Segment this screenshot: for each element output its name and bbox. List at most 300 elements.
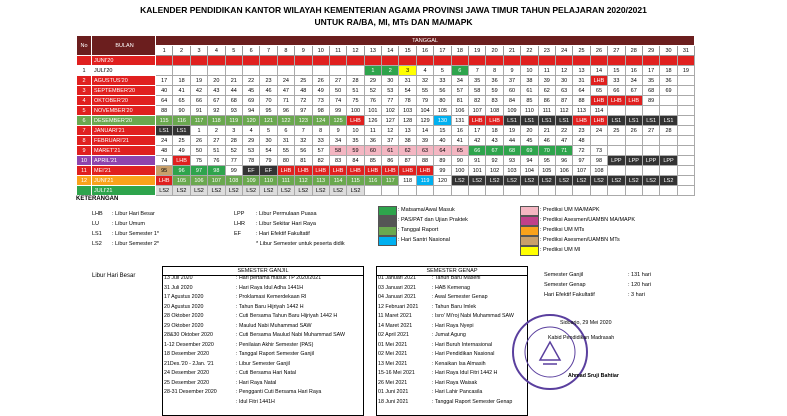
- month-no: 10: [77, 156, 92, 166]
- event-date: 25 Desember 2020: [164, 379, 210, 386]
- day-cell: [486, 56, 503, 66]
- day-cell: 131: [451, 116, 468, 126]
- day-cell: 73: [590, 146, 607, 156]
- day-cell: 38: [399, 136, 416, 146]
- day-cell: 120: [242, 116, 259, 126]
- day-number: 6: [242, 46, 259, 56]
- day-cell: 96: [173, 166, 190, 176]
- day-cell: LS2: [521, 176, 538, 186]
- day-cell: [660, 136, 677, 146]
- sign-role: Kabid Pendidikan Madrasah: [548, 335, 615, 341]
- day-cell: 20: [208, 76, 225, 86]
- day-cell: 130: [434, 116, 451, 126]
- day-cell: LS2: [660, 176, 677, 186]
- day-cell: 34: [625, 76, 642, 86]
- legend-desc: : Hari Efektif Fakultatif: [256, 231, 310, 237]
- day-cell: [503, 186, 520, 196]
- day-cell: [608, 56, 625, 66]
- day-cell: 98: [590, 156, 607, 166]
- day-cell: [660, 56, 677, 66]
- day-cell: 119: [225, 116, 242, 126]
- day-cell: 28: [225, 136, 242, 146]
- day-cell: 95: [538, 156, 555, 166]
- day-cell: 16: [451, 126, 468, 136]
- grid-header-row: [77, 36, 695, 46]
- day-cell: [173, 56, 190, 66]
- day-cell: 94: [242, 106, 259, 116]
- day-cell: 18: [660, 66, 677, 76]
- day-cell: 48: [156, 146, 173, 156]
- legend-swatch: [520, 236, 539, 246]
- month-name: FEBRUARI'21: [92, 136, 156, 146]
- day-cell: LHB: [312, 166, 329, 176]
- day-cell: 76: [208, 156, 225, 166]
- day-cell: 95: [156, 166, 173, 176]
- event-date: 17 Agustus 2020: [164, 294, 204, 300]
- day-cell: 90: [173, 106, 190, 116]
- day-cell: 12: [382, 126, 399, 136]
- semester-genap-head: SEMESTER GENAP: [377, 267, 527, 276]
- day-cell: [590, 56, 607, 66]
- event-desc: : Hari Buruh Internasional: [432, 341, 493, 348]
- day-cell: 51: [208, 146, 225, 156]
- day-cell: 64: [156, 96, 173, 106]
- day-cell: LHB: [625, 96, 642, 106]
- day-cell: [625, 136, 642, 146]
- event-desc: : Isro' Mi'roj Nabi Muhammad SAW: [432, 313, 514, 319]
- month-no: 6: [77, 116, 92, 126]
- day-cell: 31: [573, 76, 590, 86]
- day-cell: [503, 56, 520, 66]
- day-cell: [677, 106, 694, 116]
- day-number: 5: [225, 46, 242, 56]
- day-cell: LHB: [329, 166, 346, 176]
- month-no: 5: [77, 106, 92, 116]
- day-cell: LHB: [156, 176, 173, 186]
- day-cell: LS2: [590, 176, 607, 186]
- day-number: 22: [521, 46, 538, 56]
- day-cell: [382, 56, 399, 66]
- day-cell: 105: [538, 166, 555, 176]
- day-cell: [625, 186, 642, 196]
- month-no: 7: [77, 126, 92, 136]
- day-cell: 15: [608, 66, 625, 76]
- event-desc: : Pengganti Cuti Bersama Hari Raya: [236, 389, 322, 395]
- day-cell: [608, 106, 625, 116]
- day-cell: [660, 186, 677, 196]
- day-cell: [677, 146, 694, 156]
- day-cell: 18: [173, 76, 190, 86]
- day-cell: 4: [416, 66, 433, 76]
- day-cell: 7: [469, 66, 486, 76]
- day-cell: 68: [642, 86, 659, 96]
- day-cell: 115: [347, 176, 364, 186]
- day-cell: 30: [260, 136, 277, 146]
- day-cell: [642, 166, 659, 176]
- page-title: KALENDER PENDIDIKAN KANTOR WILAYAH KEMENTERIAN AGAMA PROVINSI JAWA TIMUR TAHUN PELAJARAN 2020/2021: [140, 5, 647, 15]
- day-cell: 101: [469, 166, 486, 176]
- stat-label: Semester Genap: [544, 282, 586, 288]
- day-cell: 38: [521, 76, 538, 86]
- legend-swatch-label: : Matsama/Awal Masuk: [398, 207, 455, 213]
- legend-swatch: [520, 216, 539, 226]
- day-cell: 5: [260, 126, 277, 136]
- event-date: 20 Agustus 2020: [164, 303, 204, 310]
- day-number: 4: [208, 46, 225, 56]
- day-cell: 122: [277, 116, 294, 126]
- day-cell: 55: [277, 146, 294, 156]
- day-cell: 72: [295, 96, 312, 106]
- day-cell: LS2: [260, 186, 277, 196]
- event-date: 13 Juli 2020: [164, 275, 193, 281]
- day-cell: [329, 56, 346, 66]
- legend-swatch: [378, 216, 397, 226]
- day-cell: 5: [434, 66, 451, 76]
- legend-code: LU: [92, 221, 100, 227]
- day-cell: 25: [608, 126, 625, 136]
- day-cell: 108: [486, 106, 503, 116]
- day-cell: 65: [590, 86, 607, 96]
- day-cell: 18: [486, 126, 503, 136]
- stat-value: : 3 hari: [628, 292, 645, 298]
- day-cell: [677, 86, 694, 96]
- sign-name: Ahmad Sruji Bahtiar: [568, 373, 619, 379]
- month-name: JUNI'21: [92, 176, 156, 186]
- day-cell: 40: [434, 136, 451, 146]
- event-desc: : Tahun Baru Masehi: [432, 275, 481, 281]
- day-number: 27: [608, 46, 625, 56]
- day-cell: 15: [434, 126, 451, 136]
- day-cell: 74: [329, 96, 346, 106]
- day-cell: 24: [590, 126, 607, 136]
- legend-desc: : Libur Sekitar Hari Raya: [256, 221, 316, 227]
- event-desc: : Hari Raya Idul Adha 1441H: [236, 284, 304, 291]
- day-cell: 67: [625, 86, 642, 96]
- day-cell: LS2: [625, 176, 642, 186]
- day-cell: [677, 96, 694, 106]
- day-cell: 25: [173, 136, 190, 146]
- day-cell: [225, 56, 242, 66]
- day-cell: LPP: [625, 156, 642, 166]
- month-row: [77, 156, 695, 166]
- day-cell: [190, 56, 207, 66]
- day-number: 24: [555, 46, 572, 56]
- day-cell: 93: [503, 156, 520, 166]
- day-cell: [242, 56, 259, 66]
- day-cell: [538, 186, 555, 196]
- day-cell: 107: [208, 176, 225, 186]
- day-cell: 77: [225, 156, 242, 166]
- day-cell: 64: [573, 86, 590, 96]
- day-number: 29: [642, 46, 659, 56]
- day-cell: 82: [312, 156, 329, 166]
- day-cell: 62: [538, 86, 555, 96]
- month-row: [77, 106, 695, 116]
- day-cell: 63: [416, 146, 433, 156]
- day-cell: [677, 126, 694, 136]
- event-date: 28-31 Desember 2020: [164, 389, 217, 395]
- day-cell: [312, 56, 329, 66]
- day-cell: 35: [642, 76, 659, 86]
- day-cell: 88: [156, 106, 173, 116]
- day-cell: 11: [538, 66, 555, 76]
- legend-swatch-label: : Prediksi UM MI: [540, 247, 581, 253]
- day-cell: [156, 66, 173, 76]
- event-date: 31 Juli 2020: [164, 284, 193, 291]
- day-cell: 112: [555, 106, 572, 116]
- day-cell: [156, 56, 173, 66]
- day-cell: 14: [416, 126, 433, 136]
- day-cell: 19: [190, 76, 207, 86]
- day-cell: 107: [573, 166, 590, 176]
- day-cell: 10: [521, 66, 538, 76]
- event-date: 1-12 Desember 2020: [164, 341, 214, 348]
- day-cell: [677, 56, 694, 66]
- day-cell: 76: [364, 96, 381, 106]
- day-cell: [642, 146, 659, 156]
- day-cell: [399, 56, 416, 66]
- day-cell: LS2: [469, 176, 486, 186]
- day-cell: LHB: [173, 156, 190, 166]
- day-cell: 36: [486, 76, 503, 86]
- day-cell: [677, 176, 694, 186]
- day-cell: 105: [173, 176, 190, 186]
- day-cell: 51: [347, 86, 364, 96]
- month-name: MARET'21: [92, 146, 156, 156]
- day-cell: 91: [469, 156, 486, 166]
- day-cell: [642, 186, 659, 196]
- legend-swatch-label: : Prediksi Asesmen/UAMBN MA/MAPK: [540, 217, 636, 223]
- day-cell: 3: [225, 126, 242, 136]
- day-cell: 17: [469, 126, 486, 136]
- day-cell: 116: [173, 116, 190, 126]
- day-cell: 43: [208, 86, 225, 96]
- day-cell: [660, 106, 677, 116]
- day-cell: 83: [486, 96, 503, 106]
- day-cell: [625, 166, 642, 176]
- month-no: 3: [77, 86, 92, 96]
- day-cell: 67: [208, 96, 225, 106]
- month-name: JANUARI'21: [92, 126, 156, 136]
- day-cell: 55: [416, 86, 433, 96]
- day-cell: 99: [434, 166, 451, 176]
- day-cell: LS2: [156, 186, 173, 196]
- day-cell: 27: [208, 136, 225, 146]
- day-number: 30: [660, 46, 677, 56]
- day-cell: 54: [260, 146, 277, 156]
- day-cell: 36: [364, 136, 381, 146]
- day-number: 23: [538, 46, 555, 56]
- day-cell: 62: [399, 146, 416, 156]
- day-cell: [190, 66, 207, 76]
- day-cell: 106: [190, 176, 207, 186]
- day-cell: 59: [347, 146, 364, 156]
- day-cell: 41: [451, 136, 468, 146]
- day-cell: 96: [277, 106, 294, 116]
- day-cell: 105: [434, 106, 451, 116]
- day-cell: LS2: [538, 176, 555, 186]
- day-cell: LHB: [347, 166, 364, 176]
- day-cell: 102: [486, 166, 503, 176]
- day-cell: 66: [469, 146, 486, 156]
- month-name: APRIL'21: [92, 156, 156, 166]
- day-cell: LHB: [347, 116, 364, 126]
- day-cell: 46: [260, 86, 277, 96]
- day-cell: 33: [608, 76, 625, 86]
- day-cell: 53: [242, 146, 259, 156]
- day-cell: 80: [434, 96, 451, 106]
- day-cell: 115: [156, 116, 173, 126]
- day-cell: 28: [660, 126, 677, 136]
- month-name: JUNI'20: [92, 56, 156, 66]
- day-cell: 110: [521, 106, 538, 116]
- day-cell: 129: [416, 116, 433, 126]
- day-cell: 88: [416, 156, 433, 166]
- day-cell: [469, 56, 486, 66]
- day-cell: 70: [538, 146, 555, 156]
- day-cell: 107: [469, 106, 486, 116]
- month-name: DESEMBER'20: [92, 116, 156, 126]
- day-cell: LS2: [347, 186, 364, 196]
- day-cell: [625, 146, 642, 156]
- day-cell: 48: [295, 86, 312, 96]
- day-cell: 44: [225, 86, 242, 96]
- day-cell: 8: [486, 66, 503, 76]
- day-cell: 111: [538, 106, 555, 116]
- legend-code: LS2: [92, 241, 102, 247]
- month-no: 9: [77, 146, 92, 156]
- day-cell: 81: [295, 156, 312, 166]
- day-cell: 100: [347, 106, 364, 116]
- day-cell: 73: [312, 96, 329, 106]
- legend-code: EF: [234, 231, 242, 237]
- day-cell: [260, 66, 277, 76]
- event-desc: : Libur Semester Ganjil: [236, 360, 290, 367]
- event-desc: : Jumat Agung: [432, 332, 466, 338]
- day-cell: 86: [538, 96, 555, 106]
- month-name: AGUSTUS'20: [92, 76, 156, 86]
- month-name: OKTOBER'20: [92, 96, 156, 106]
- day-cell: 49: [173, 146, 190, 156]
- day-cell: [608, 136, 625, 146]
- legend-swatch-label: : Prediksi UM MA/MAPK: [540, 207, 600, 213]
- day-cell: [538, 56, 555, 66]
- day-cell: LS2: [573, 176, 590, 186]
- event-desc: : Hari Lahir Pancasila: [432, 389, 483, 395]
- month-row: [77, 186, 695, 196]
- month-name: JULI'21: [92, 186, 156, 196]
- day-cell: 79: [260, 156, 277, 166]
- event-desc: : Cuti Bersama Tahun Baru Hijriyah 1442 H: [236, 313, 338, 319]
- day-cell: 50: [329, 86, 346, 96]
- legend-code: LS1: [92, 231, 102, 237]
- day-cell: 47: [555, 136, 572, 146]
- day-cell: 93: [225, 106, 242, 116]
- day-cell: 124: [312, 116, 329, 126]
- month-row: [77, 96, 695, 106]
- month-row: [77, 176, 695, 186]
- day-cell: [573, 186, 590, 196]
- day-cell: LS2: [451, 176, 468, 186]
- day-cell: [677, 166, 694, 176]
- day-cell: 58: [469, 86, 486, 96]
- event-desc: : Hari Raya Waisak: [432, 379, 478, 386]
- event-desc: : Awal Semester Genap: [432, 294, 488, 300]
- day-cell: 37: [382, 136, 399, 146]
- legend-desc: : Libur Umum: [112, 221, 146, 227]
- day-cell: 78: [242, 156, 259, 166]
- month-name: NOVEMBER'20: [92, 106, 156, 116]
- day-cell: 77: [382, 96, 399, 106]
- day-cell: 2: [382, 66, 399, 76]
- day-number: 19: [469, 46, 486, 56]
- day-number: 26: [590, 46, 607, 56]
- day-cell: LS2: [242, 186, 259, 196]
- day-cell: [590, 136, 607, 146]
- event-date: 14 Maret 2021: [378, 322, 413, 329]
- day-number-row: [77, 46, 695, 56]
- day-cell: LS1: [642, 116, 659, 126]
- day-cell: 116: [364, 176, 381, 186]
- event-date: 18 Desember 2020: [164, 351, 210, 357]
- day-cell: 117: [190, 116, 207, 126]
- day-cell: 60: [503, 86, 520, 96]
- day-cell: LHB: [573, 116, 590, 126]
- day-cell: 94: [521, 156, 538, 166]
- event-desc: : Maulud Nabi Muhammad SAW: [236, 322, 312, 329]
- month-no: 12: [77, 176, 92, 186]
- day-cell: 39: [416, 136, 433, 146]
- day-cell: LHB: [364, 166, 381, 176]
- event-date: 28 Oktober 2020: [164, 313, 204, 319]
- day-cell: 49: [312, 86, 329, 96]
- day-cell: [573, 56, 590, 66]
- day-number: 18: [451, 46, 468, 56]
- day-cell: 57: [451, 86, 468, 96]
- day-cell: 66: [608, 86, 625, 96]
- day-cell: 2: [208, 126, 225, 136]
- day-number: 12: [347, 46, 364, 56]
- day-cell: LS1: [521, 116, 538, 126]
- day-cell: LS2: [608, 176, 625, 186]
- day-cell: 43: [486, 136, 503, 146]
- day-cell: EF: [260, 166, 277, 176]
- sign-place: Sidoarjo, 29 Mei 2020: [560, 320, 612, 326]
- day-cell: LHB: [295, 166, 312, 176]
- day-cell: 127: [382, 116, 399, 126]
- day-cell: [677, 186, 694, 196]
- day-cell: 69: [242, 96, 259, 106]
- day-cell: LHB: [590, 116, 607, 126]
- day-cell: 31: [277, 136, 294, 146]
- legend-swatch: [378, 236, 397, 246]
- month-no: 8: [77, 136, 92, 146]
- day-cell: LS2: [277, 186, 294, 196]
- day-cell: LS1: [660, 116, 677, 126]
- day-cell: 79: [416, 96, 433, 106]
- event-date: 02 April 2021: [378, 332, 409, 338]
- day-cell: [329, 66, 346, 76]
- day-cell: 13: [573, 66, 590, 76]
- legend-desc: : Libur Permulaan Puasa: [256, 211, 317, 217]
- day-cell: 106: [555, 166, 572, 176]
- month-row: [77, 136, 695, 146]
- day-number: 3: [190, 46, 207, 56]
- day-number: 16: [416, 46, 433, 56]
- legend-swatch-label: : Tanggal Raport: [398, 227, 439, 233]
- day-cell: [625, 56, 642, 66]
- legend-desc: : Libur Hari Besar: [112, 211, 155, 217]
